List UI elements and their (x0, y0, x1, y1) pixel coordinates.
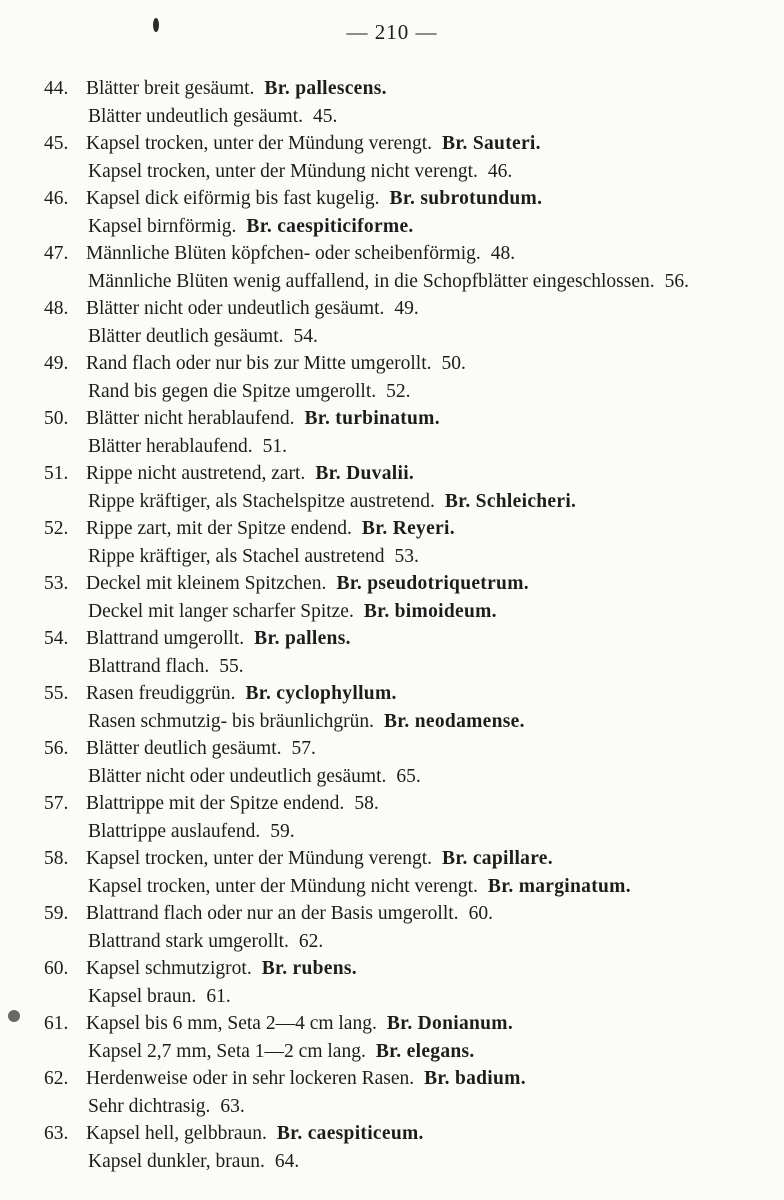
species-name: Br. Schleicheri. (444, 490, 577, 512)
couplet-text: Blattrand flach. (88, 655, 210, 677)
couplet-reference: 55. (219, 655, 244, 677)
couplet-number: 61. (44, 1013, 69, 1034)
species-name: Br. Sauteri. (442, 133, 541, 154)
couplet-number: 60. (44, 958, 69, 979)
couplet-text: Blätter nicht herablaufend. (86, 408, 295, 429)
couplet-text: Kapsel dick eiförmig bis fast kugelig. (86, 188, 380, 209)
couplet-text: Blätter undeutlich gesäumt. (88, 105, 303, 127)
couplet-text: Blattrippe mit der Spitze endend. (86, 793, 345, 814)
couplet-alternative (44, 653, 774, 681)
ink-speck (8, 1010, 20, 1022)
couplet-lead (44, 350, 774, 378)
couplet-text: Blätter deutlich gesäumt. (86, 738, 282, 759)
page-number: — 210 — (346, 20, 438, 44)
couplet-number: 48. (44, 298, 69, 319)
couplet-text: Kapsel trocken, unter der Mündung verengt. (86, 133, 433, 154)
couplet-number: 50. (44, 408, 69, 429)
identification-key (44, 75, 774, 1175)
couplet-alternative (44, 763, 774, 791)
couplet-alternative (44, 928, 774, 956)
couplet-number: 52. (44, 518, 69, 539)
couplet-text: Kapsel bis 6 mm, Seta 2—4 cm lang. (86, 1013, 377, 1034)
couplet-lead (44, 1010, 774, 1038)
couplet-number: 62. (44, 1068, 69, 1089)
couplet-text: Herdenweise oder in sehr lockeren Rasen. (86, 1068, 415, 1089)
couplet-number: 54. (44, 628, 69, 649)
species-name: Br. capillare. (442, 848, 553, 869)
couplet-reference: 63. (220, 1095, 245, 1117)
couplet-alternative (44, 103, 774, 131)
couplet-text: Kapsel birnförmig. (88, 215, 237, 237)
couplet-alternative (44, 1148, 774, 1176)
couplet-lead (44, 75, 774, 103)
couplet-text: Rand bis gegen die Spitze umgerollt. (88, 380, 377, 402)
couplet-alternative (44, 268, 774, 296)
couplet-number: 45. (44, 133, 69, 154)
species-name: Br. rubens. (261, 958, 357, 979)
couplet-reference: 48. (490, 243, 516, 264)
couplet-number: 46. (44, 188, 69, 209)
species-name: Br. pallens. (254, 628, 351, 649)
couplet-text: Sehr dichtrasig. (88, 1095, 211, 1117)
couplet-text: Kapsel trocken, unter der Mündung nicht verengt. (88, 160, 478, 182)
couplet-text: Kapsel schmutzigrot. (86, 958, 252, 979)
couplet-reference: 62. (298, 930, 324, 952)
couplet-lead (44, 735, 774, 763)
species-name: Br. Duvalii. (315, 463, 415, 484)
species-name: Br. elegans. (375, 1040, 475, 1062)
couplet-text: Blätter nicht oder undeutlich gesäumt. (86, 298, 385, 319)
couplet-reference: 56. (664, 270, 689, 292)
couplet-reference: 57. (291, 738, 316, 759)
couplet-reference: 60. (468, 903, 493, 924)
couplet-alternative (44, 213, 774, 241)
species-name: Br. pseudotriquetrum. (336, 573, 529, 594)
couplet-text: Kapsel 2,7 mm, Seta 1—2 cm lang. (88, 1040, 366, 1062)
species-name: Br. bimoideum. (363, 600, 497, 622)
couplet-text: Rand flach oder nur bis zur Mitte umgerollt. (86, 353, 432, 374)
couplet-reference: 52. (386, 380, 411, 402)
species-name: Br. Reyeri. (361, 518, 455, 539)
couplet-text: Kapsel dunkler, braun. (88, 1150, 265, 1172)
species-name: Br. marginatum. (487, 875, 631, 897)
couplet-text: Männliche Blüten wenig auffallend, in die Schopfblätter eingeschlossen. (88, 270, 655, 292)
couplet-text: Deckel mit kleinem Spitzchen. (86, 573, 327, 594)
couplet-reference: 49. (394, 298, 419, 319)
couplet-number: 51. (44, 463, 69, 484)
couplet-lead (44, 295, 774, 323)
couplet-lead (44, 240, 774, 268)
couplet-alternative (44, 873, 774, 901)
species-name: Br. pallescens. (264, 78, 387, 99)
couplet-text: Blattrand stark umgerollt. (88, 930, 289, 952)
couplet-lead (44, 185, 774, 213)
couplet-alternative (44, 323, 774, 351)
couplet-reference: 58. (354, 793, 379, 814)
couplet-lead (44, 460, 774, 488)
couplet-reference: 53. (394, 545, 419, 567)
couplet-text: Kapsel trocken, unter der Mündung verengt. (86, 848, 433, 869)
couplet-text: Rippe kräftiger, als Stachelspitze austretend. (88, 490, 435, 512)
couplet-text: Kapsel hell, gelbbraun. (86, 1123, 267, 1144)
couplet-number: 47. (44, 243, 69, 264)
couplet-alternative (44, 433, 774, 461)
couplet-text: Blätter breit gesäumt. (86, 78, 255, 99)
couplet-reference: 64. (274, 1150, 300, 1172)
couplet-alternative (44, 708, 774, 736)
couplet-lead (44, 570, 774, 598)
couplet-text: Kapsel braun. (88, 985, 197, 1007)
couplet-alternative (44, 378, 774, 406)
couplet-text: Deckel mit langer scharfer Spitze. (88, 600, 354, 622)
couplet-reference: 54. (293, 325, 318, 347)
couplet-alternative (44, 1038, 774, 1066)
couplet-text: Blattrippe auslaufend. (88, 820, 261, 842)
couplet-reference: 51. (262, 435, 287, 457)
couplet-number: 55. (44, 683, 69, 704)
species-name: Br. cyclophyllum. (245, 683, 397, 704)
couplet-number: 53. (44, 573, 69, 594)
species-name: Br. caespiticiforme. (246, 215, 414, 237)
couplet-text: Rippe kräftiger, als Stachel austretend (88, 545, 385, 567)
couplet-text: Blätter deutlich gesäumt. (88, 325, 284, 347)
species-name: Br. subrotundum. (389, 188, 543, 209)
couplet-lead (44, 1120, 774, 1148)
couplet-text: Rippe nicht austretend, zart. (86, 463, 306, 484)
couplet-lead (44, 405, 774, 433)
couplet-lead (44, 515, 774, 543)
couplet-alternative (44, 818, 774, 846)
couplet-number: 57. (44, 793, 69, 814)
couplet-lead (44, 625, 774, 653)
couplet-lead (44, 845, 774, 873)
couplet-alternative (44, 158, 774, 186)
couplet-alternative (44, 543, 774, 571)
species-name: Br. badium. (424, 1068, 526, 1089)
couplet-lead (44, 790, 774, 818)
couplet-alternative (44, 1093, 774, 1121)
couplet-number: 58. (44, 848, 69, 869)
couplet-text: Blattrand flach oder nur an der Basis umgerollt. (86, 903, 459, 924)
couplet-alternative (44, 983, 774, 1011)
couplet-reference: 50. (441, 353, 466, 374)
couplet-text: Rasen freudiggrün. (86, 683, 236, 704)
couplet-alternative (44, 598, 774, 626)
species-name: Br. caespiticeum. (276, 1123, 424, 1144)
couplet-text: Rasen schmutzig- bis bräunlichgrün. (88, 710, 374, 732)
couplet-text: Männliche Blüten köpfchen- oder scheibenförmig. (86, 243, 481, 264)
couplet-text: Blätter nicht oder undeutlich gesäumt. (88, 765, 387, 787)
couplet-reference: 59. (270, 820, 295, 842)
couplet-reference: 65. (396, 765, 421, 787)
couplet-text: Blattrand umgerollt. (86, 628, 245, 649)
couplet-lead (44, 130, 774, 158)
couplet-reference: 61. (206, 985, 231, 1007)
species-name: Br. Donianum. (386, 1013, 514, 1034)
couplet-text: Blätter herablaufend. (88, 435, 253, 457)
couplet-number: 63. (44, 1123, 69, 1144)
couplet-alternative (44, 488, 774, 516)
couplet-lead (44, 900, 774, 928)
couplet-lead (44, 1065, 774, 1093)
couplet-text: Rippe zart, mit der Spitze endend. (86, 518, 352, 539)
couplet-number: 59. (44, 903, 69, 924)
couplet-number: 44. (44, 78, 69, 99)
couplet-lead (44, 680, 774, 708)
species-name: Br. turbinatum. (304, 408, 440, 429)
couplet-number: 49. (44, 353, 69, 374)
couplet-lead (44, 955, 774, 983)
couplet-text: Kapsel trocken, unter der Mündung nicht verengt. (88, 875, 478, 897)
species-name: Br. neodamense. (383, 710, 525, 732)
couplet-reference: 45. (313, 105, 338, 127)
couplet-number: 56. (44, 738, 69, 759)
couplet-reference: 46. (487, 160, 513, 182)
